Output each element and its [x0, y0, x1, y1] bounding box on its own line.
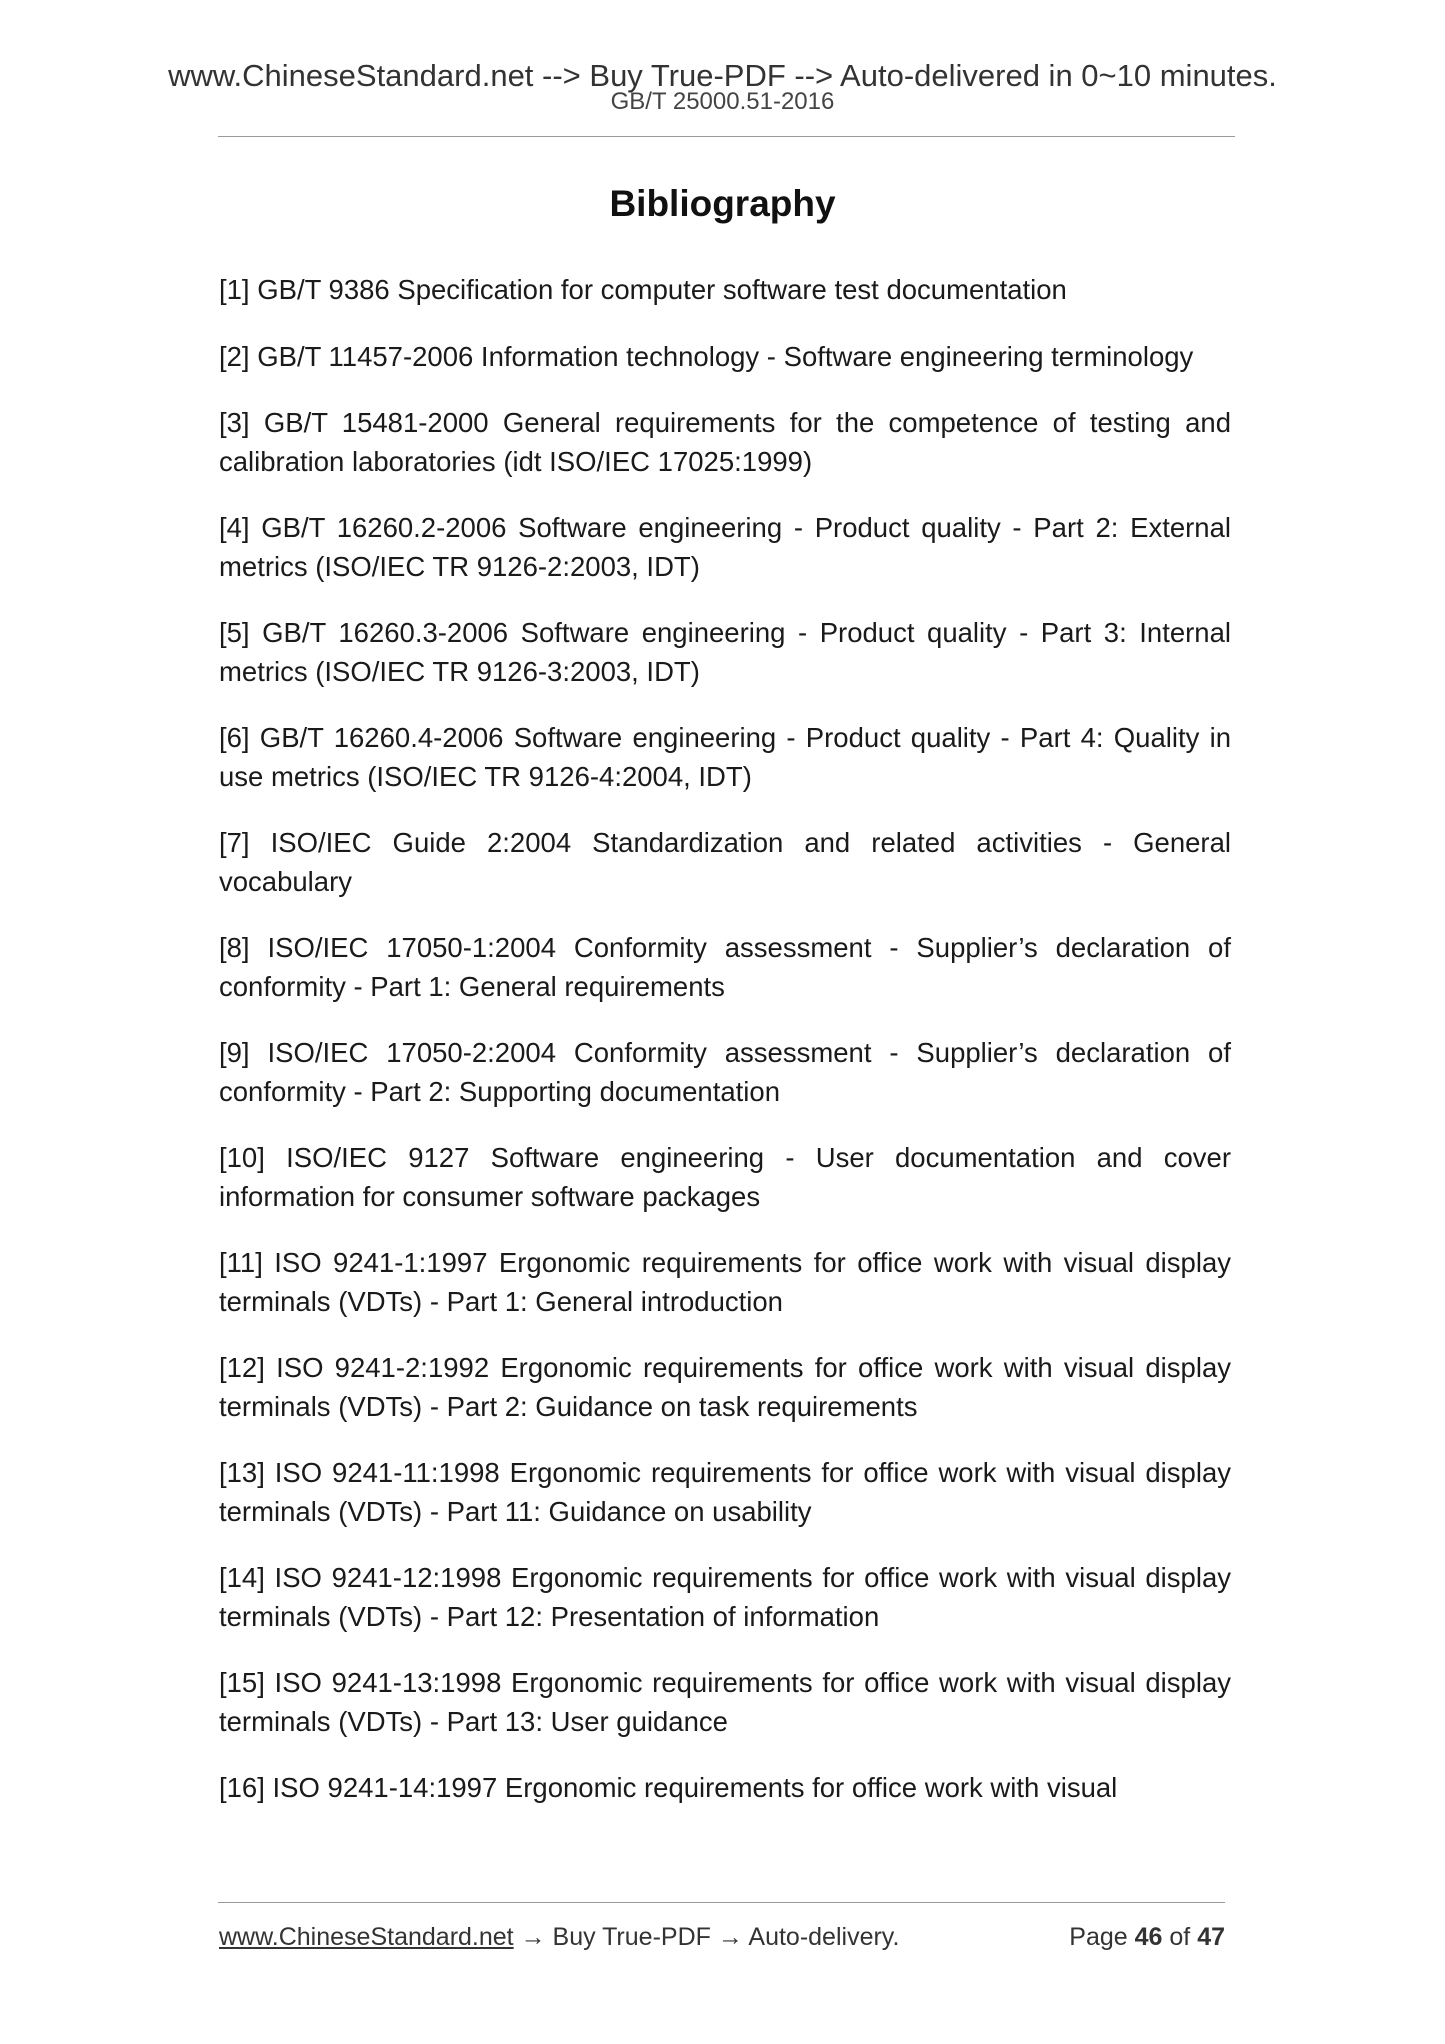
page-number: [1069, 1922, 1225, 1952]
reference-item: [3] GB/T 15481-2000 General requirements for the competence of testing and calibration laboratories (idt ISO/IEC 17025:1999): [219, 407, 1231, 477]
page-footer: [219, 1922, 1225, 1952]
reference-item: [16] ISO 9241-14:1997 Ergonomic requirements for office work with visual: [219, 1772, 1118, 1803]
reference-item: [4] GB/T 16260.2-2006 Software engineering - Product quality - Part 2: External metrics (ISO/IEC TR 9126-2:2003, IDT): [219, 512, 1231, 582]
document-code: GB/T 25000.51-2016: [610, 88, 835, 115]
bibliography-list: [219, 271, 1231, 1836]
reference-item: [5] GB/T 16260.3-2006 Software engineering - Product quality - Part 3: Internal metrics (ISO/IEC TR 9126-3:2003, IDT): [219, 617, 1231, 687]
top-banner: www.ChineseStandard.net --> Buy True-PDF --> Auto-delivered in 0~10 minutes.: [168, 58, 1277, 93]
footer-divider: [218, 1902, 1225, 1903]
reference-item: [1] GB/T 9386 Specification for computer software test documentation: [219, 274, 1067, 305]
reference-item: [9] ISO/IEC 17050-2:2004 Conformity assessment - Supplier’s declaration of conformity - Part 2: Supporting documentation: [219, 1037, 1231, 1107]
header-divider: [218, 136, 1235, 137]
reference-item: [14] ISO 9241-12:1998 Ergonomic requirements for office work with visual display terminals (VDTs) - Part 12: Presentation of information: [219, 1562, 1231, 1632]
footer-tagline: → Buy True-PDF → Auto-delivery.: [513, 1923, 900, 1951]
reference-item: [10] ISO/IEC 9127 Software engineering - User documentation and cover information for consumer software packages: [219, 1142, 1231, 1212]
page-separator: of: [1162, 1923, 1198, 1951]
page-current: 46: [1134, 1923, 1163, 1951]
reference-item: [13] ISO 9241-11:1998 Ergonomic requirements for office work with visual display terminals (VDTs) - Part 11: Guidance on usability: [219, 1457, 1231, 1527]
reference-item: [11] ISO 9241-1:1997 Ergonomic requirements for office work with visual display terminals (VDTs) - Part 1: General introduction: [219, 1247, 1231, 1317]
reference-item: [8] ISO/IEC 17050-1:2004 Conformity assessment - Supplier’s declaration of conformity - Part 1: General requirements: [219, 932, 1231, 1002]
page-title: Bibliography: [609, 183, 836, 224]
page-prefix: Page: [1069, 1923, 1135, 1951]
reference-item: [12] ISO 9241-2:1992 Ergonomic requirements for office work with visual display terminals (VDTs) - Part 2: Guidance on task requirements: [219, 1352, 1231, 1422]
reference-item: [7] ISO/IEC Guide 2:2004 Standardization and related activities - General vocabulary: [219, 827, 1231, 897]
reference-item: [2] GB/T 11457-2006 Information technology - Software engineering terminology: [219, 340, 1194, 372]
reference-item: [6] GB/T 16260.4-2006 Software engineering - Product quality - Part 4: Quality in use metrics (ISO/IEC TR 9126-4:2004, IDT): [219, 722, 1231, 792]
footer-site-link[interactable]: www.ChineseStandard.net: [219, 1923, 514, 1951]
page-total: 47: [1197, 1923, 1225, 1951]
reference-item: [15] ISO 9241-13:1998 Ergonomic requirements for office work with visual display terminals (VDTs) - Part 13: User guidance: [219, 1667, 1231, 1737]
